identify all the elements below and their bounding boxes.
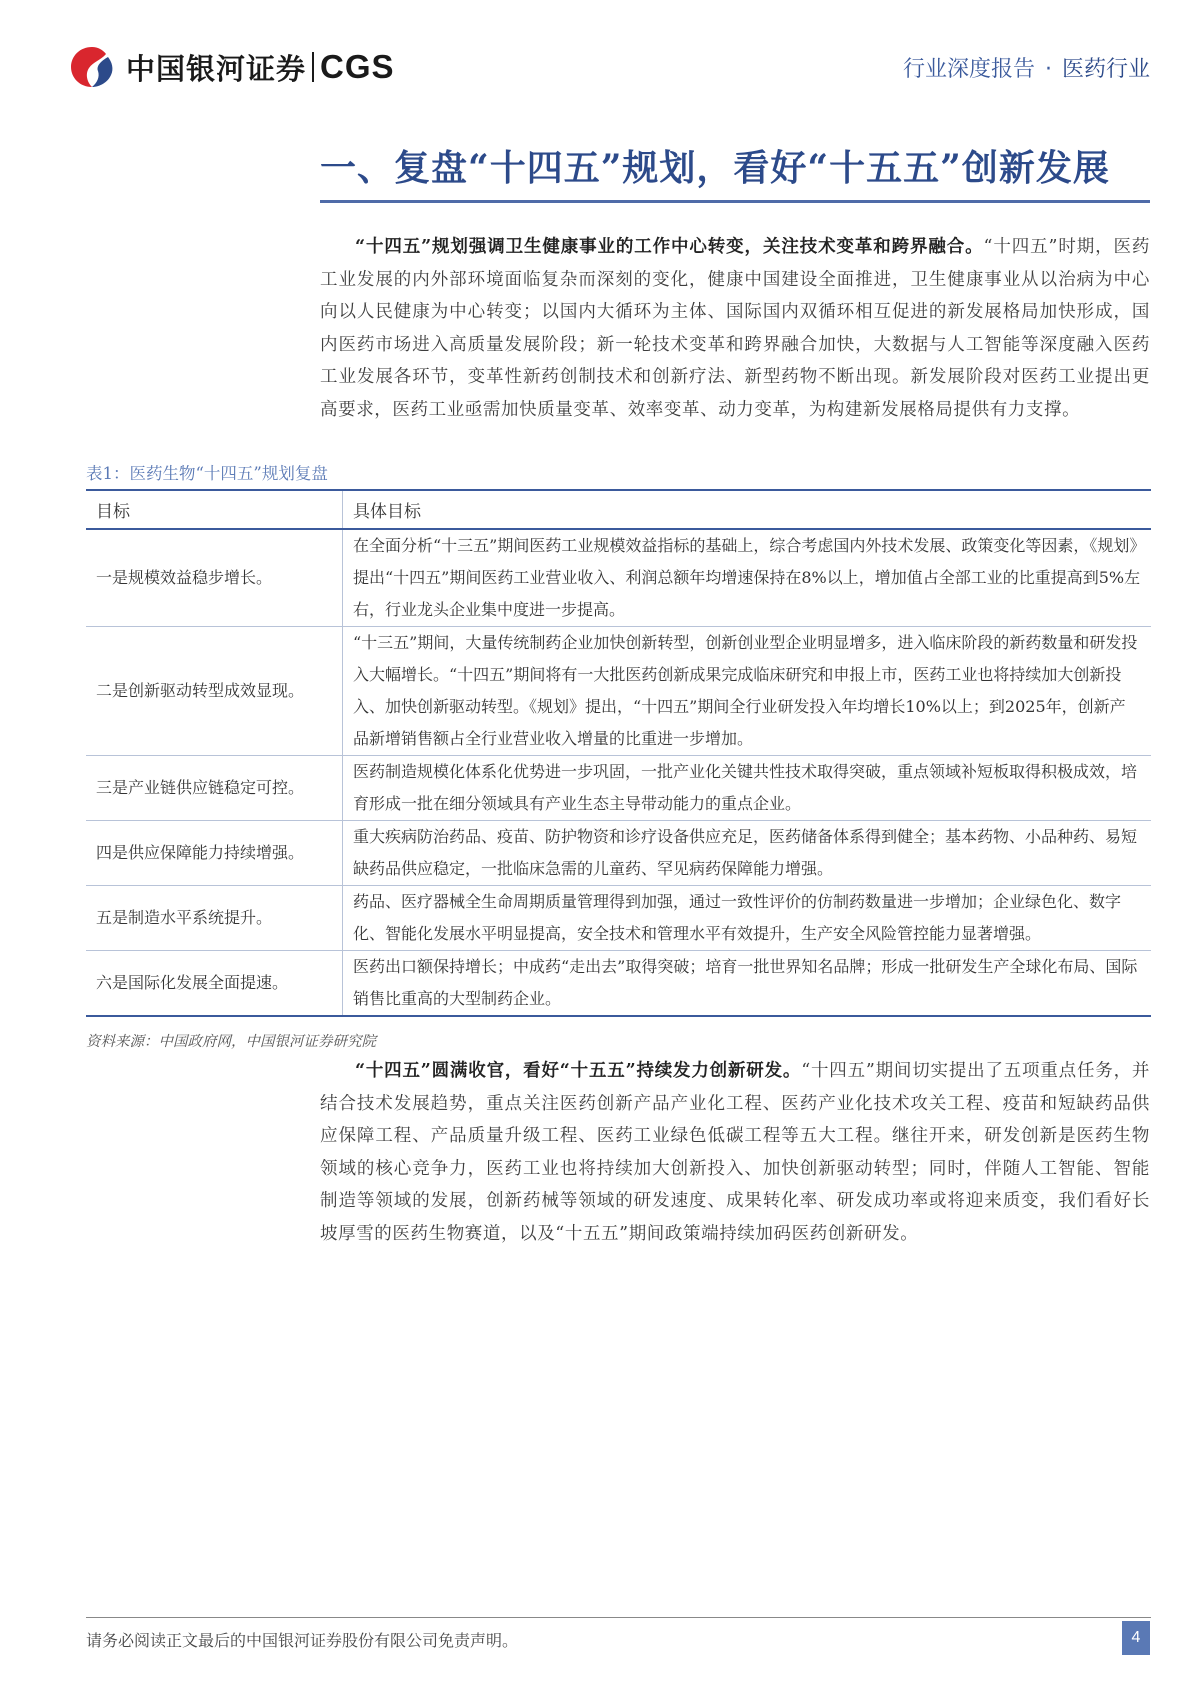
table-cell-goal: 三是产业链供应链稳定可控。 bbox=[86, 756, 343, 821]
table-caption: 表1：医药生物“十四五”规划复盘 bbox=[86, 464, 328, 483]
footer-divider bbox=[86, 1617, 1151, 1618]
table-row bbox=[86, 951, 1151, 1017]
table-cell-goal: 二是创新驱动转型成效显现。 bbox=[86, 627, 343, 756]
footer-disclaimer: 请务必阅读正文最后的中国银河证券股份有限公司免责声明。 bbox=[86, 1631, 519, 1650]
table-cell-detail: “十三五”期间，大量传统制药企业加快创新转型，创新创业型企业明显增多，进入临床阶段的新药数量和研发投入大幅增长。“十四五”期间将有一大批医药创新成果完成临床研究和申报上市，医药工业也将持续加大创新投入、加快创新驱动转型。《规划》提出，“十四五”期间全行业研发投入年均增长10%以上；到2025年，创新产品新增销售额占全行业营业收入增量的比重进一步增加。 bbox=[343, 627, 1152, 756]
table-cell-goal: 五是制造水平系统提升。 bbox=[86, 886, 343, 951]
table-source-note: 资料来源：中国政府网，中国银河证券研究院 bbox=[86, 1034, 376, 1050]
table-cell-detail: 在全面分析“十三五”期间医药工业规模效益指标的基础上，综合考虑国内外技术发展、政策变化等因素，《规划》提出“十四五”期间医药工业营业收入、利润总额年均增速保持在8%以上，增加值占全部工业的比重提高到5%左右，行业龙头企业集中度进一步提高。 bbox=[343, 529, 1152, 627]
header-separator: · bbox=[1044, 57, 1052, 82]
paragraph-outlook bbox=[320, 1055, 1150, 1250]
table-row bbox=[86, 821, 1151, 886]
table-row bbox=[86, 627, 1151, 756]
company-logo bbox=[68, 44, 395, 90]
table-cell-detail: 药品、医疗器械全生命周期质量管理得到加强，通过一致性评价的仿制药数量进一步增加；企业绿色化、数字化、智能化发展水平明显提高，安全技术和管理水平有效提升，生产安全风险管控能力显著增强。 bbox=[343, 886, 1152, 951]
page-number: 4 bbox=[1122, 1621, 1150, 1655]
table-cell-detail: 重大疾病防治药品、疫苗、防护物资和诊疗设备供应充足，医药储备体系得到健全；基本药物、小品种药、易短缺药品供应稳定，一批临床急需的儿童药、罕见病药保障能力增强。 bbox=[343, 821, 1152, 886]
paragraph-lead: “十四五”圆满收官，看好“十五五”持续发力创新研发。 bbox=[355, 1061, 802, 1081]
paragraph-lead: “十四五”规划强调卫生健康事业的工作中心转变，关注技术变革和跨界融合。 bbox=[355, 237, 984, 257]
table-row bbox=[86, 529, 1151, 627]
table-header-goal: 目标 bbox=[86, 490, 343, 529]
table-cell-detail: 医药制造规模化体系化优势进一步巩固，一批产业化关键共性技术取得突破，重点领域补短板取得积极成效，培育形成一批在细分领域具有产业生态主导带动能力的重点企业。 bbox=[343, 756, 1152, 821]
page-header bbox=[0, 0, 1200, 110]
cgs-logo-mark-icon bbox=[68, 44, 116, 90]
table-row bbox=[86, 886, 1151, 951]
report-type: 行业深度报告 bbox=[902, 57, 1035, 82]
report-category bbox=[903, 52, 1150, 83]
paragraph-body: “十四五”时期，医药工业发展的内外部环境面临复杂而深刻的变化，健康中国建设全面推进，卫生健康事业从以治病为中心向以人民健康为中心转变；以国内大循环为主体、国际国内双循环相互促进的新发展格局加快形成，国内医药市场进入高质量发展阶段；新一轮技术变革和跨界融合加快，大数据与人工智能等深度融入医药工业发展各环节，变革性新药创制技术和创新疗法、新型药物不断出现。新发展阶段对医药工业提出更高要求，医药工业亟需加快质量变革、效率变革、动力变革，为构建新发展格局提供有力支撑。 bbox=[320, 237, 1150, 420]
logo-chinese-name: 中国银河证券 bbox=[126, 51, 307, 86]
title-underline bbox=[320, 200, 1150, 203]
table-cell-goal: 一是规模效益稳步增长。 bbox=[86, 529, 343, 627]
table-header-detail: 具体目标 bbox=[343, 490, 1152, 529]
plan-review-table bbox=[86, 489, 1151, 1017]
industry-label: 医药行业 bbox=[1061, 57, 1150, 82]
paragraph-body: “十四五”期间切实提出了五项重点任务，并结合技术发展趋势，重点关注医药创新产品产业化工程、医药产业化技术攻关工程、疫苗和短缺药品供应保障工程、产品质量升级工程、医药工业绿色低碳工程等五大工程。继往开来，研发创新是医药生物领域的核心竞争力，医药工业也将持续加大创新投入、加快创新驱动转型；同时，伴随人工智能、智能制造等领域的发展，创新药械等领域的研发速度、成果转化率、研发成功率或将迎来质变，我们看好长坡厚雪的医药生物赛道，以及“十五五”期间政策端持续加码医药创新研发。 bbox=[320, 1061, 1150, 1244]
table-cell-goal: 六是国际化发展全面提速。 bbox=[86, 951, 343, 1017]
logo-english-name: CGS bbox=[320, 48, 395, 85]
table-cell-goal: 四是供应保障能力持续增强。 bbox=[86, 821, 343, 886]
section-title: 一、复盘“十四五”规划，看好“十五五”创新发展 bbox=[320, 147, 1110, 189]
logo-divider bbox=[312, 52, 314, 82]
table-cell-detail: 医药出口额保持增长；中成药“走出去”取得突破；培育一批世界知名品牌；形成一批研发生产全球化布局、国际销售比重高的大型制药企业。 bbox=[343, 951, 1152, 1017]
table-header-row bbox=[86, 490, 1151, 529]
paragraph-intro bbox=[320, 231, 1150, 426]
table-row bbox=[86, 756, 1151, 821]
